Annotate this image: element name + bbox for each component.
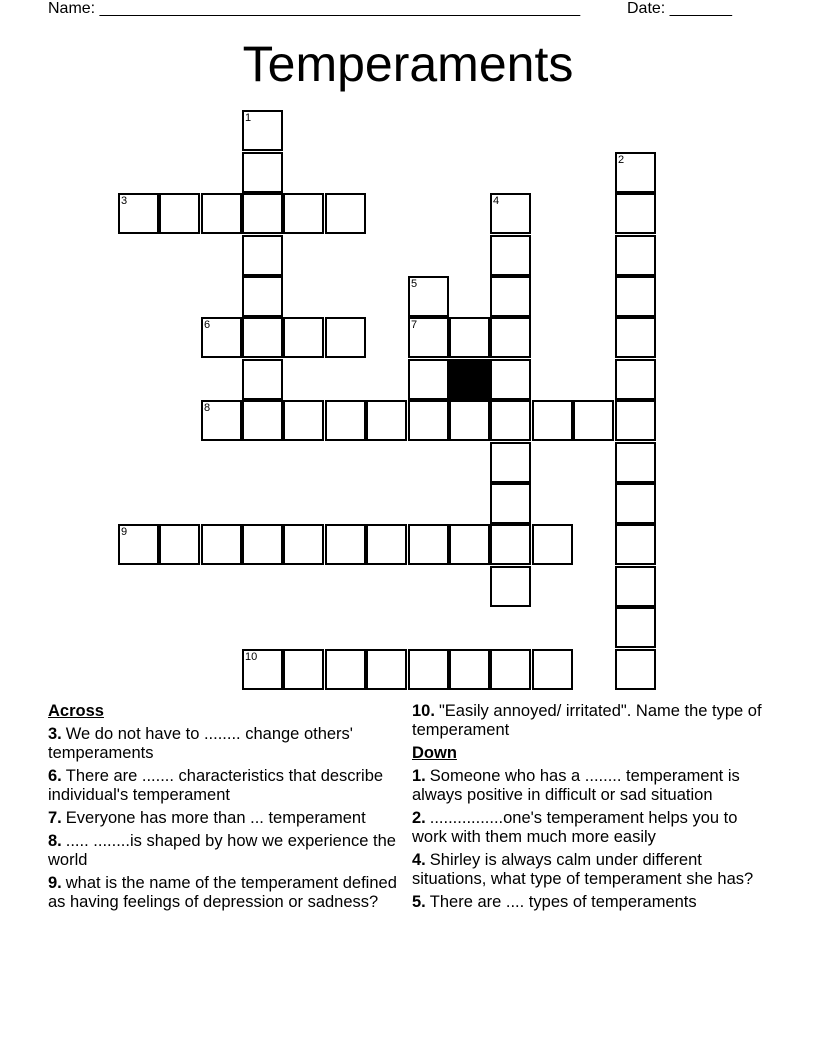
- grid-cell[interactable]: [490, 649, 531, 690]
- grid-cell[interactable]: [532, 524, 573, 565]
- clue-text: There are .... types of temperaments: [429, 893, 697, 911]
- grid-cell[interactable]: [325, 400, 366, 441]
- clue-text: "Easily annoyed/ irritated". Name the type of temperament: [412, 702, 762, 739]
- across-clue-3: [48, 725, 398, 763]
- clue-number-label: 1: [245, 112, 252, 124]
- grid-cell[interactable]: [283, 193, 324, 234]
- clue-number-label: 7: [411, 319, 418, 331]
- grid-cell[interactable]: [490, 400, 531, 441]
- grid-cell[interactable]: [615, 524, 656, 565]
- across-clue-9: [48, 874, 398, 912]
- grid-cell[interactable]: [490, 235, 531, 276]
- clue-number: 10.: [412, 702, 435, 720]
- grid-cell[interactable]: [242, 359, 283, 400]
- clue-number: 2.: [412, 809, 426, 827]
- clue-number-label: 2: [618, 154, 625, 166]
- grid-cell[interactable]: [325, 649, 366, 690]
- down-clue-2: [412, 809, 772, 847]
- clue-text: ................one's temperament helps you to work with them much more easily: [412, 809, 738, 846]
- clue-number-label: 4: [493, 195, 500, 207]
- grid-cell[interactable]: [490, 524, 531, 565]
- clue-number: 4.: [412, 851, 426, 869]
- grid-cell[interactable]: [325, 317, 366, 358]
- across-clue-10: [412, 702, 772, 740]
- grid-cell[interactable]: [408, 649, 449, 690]
- grid-cell-6[interactable]: [201, 317, 242, 358]
- grid-block-cell: [449, 359, 490, 400]
- clue-number: 1.: [412, 767, 426, 785]
- grid-cell-10[interactable]: [242, 649, 283, 690]
- clue-text: Shirley is always calm under different situations, what type of temperament she has?: [412, 851, 754, 888]
- grid-cell[interactable]: [242, 400, 283, 441]
- grid-cell[interactable]: [490, 566, 531, 607]
- clue-number: 9.: [48, 874, 62, 892]
- clue-number: 7.: [48, 809, 62, 827]
- grid-cell[interactable]: [242, 235, 283, 276]
- across-clue-7: [48, 809, 398, 828]
- grid-cell-9[interactable]: [118, 524, 159, 565]
- grid-cell-8[interactable]: [201, 400, 242, 441]
- grid-cell[interactable]: [408, 400, 449, 441]
- grid-cell[interactable]: [532, 649, 573, 690]
- across-heading: Across: [48, 702, 104, 720]
- clues-column-right: [412, 702, 772, 916]
- clue-number-label: 8: [204, 402, 211, 414]
- grid-cell[interactable]: [615, 566, 656, 607]
- grid-cell[interactable]: [283, 400, 324, 441]
- grid-cell[interactable]: [201, 193, 242, 234]
- grid-cell[interactable]: [615, 276, 656, 317]
- grid-cell[interactable]: [449, 317, 490, 358]
- grid-cell[interactable]: [449, 649, 490, 690]
- clue-text: Everyone has more than ... temperament: [65, 809, 366, 827]
- clue-text: what is the name of the temperament defined as having feelings of depression or sadness?: [48, 874, 397, 911]
- clue-text: Someone who has a ........ temperament is always positive in difficult or sad situation: [412, 767, 740, 804]
- date-field-label[interactable]: Date: _______: [627, 0, 732, 17]
- clue-text: ..... ........is shaped by how we experience the world: [48, 832, 396, 869]
- down-clue-5: [412, 893, 772, 912]
- grid-cell[interactable]: [242, 152, 283, 193]
- down-clue-1: [412, 767, 772, 805]
- clue-number-label: 9: [121, 526, 128, 538]
- clue-text: There are ....... characteristics that describe individual's temperament: [48, 767, 384, 804]
- grid-cell[interactable]: [490, 276, 531, 317]
- clue-number-label: 3: [121, 195, 128, 207]
- grid-cell[interactable]: [366, 524, 407, 565]
- grid-cell[interactable]: [283, 524, 324, 565]
- clues-column-left: [48, 702, 398, 916]
- grid-cell[interactable]: [325, 524, 366, 565]
- grid-cell[interactable]: [242, 193, 283, 234]
- grid-cell[interactable]: [490, 442, 531, 483]
- grid-cell[interactable]: [159, 524, 200, 565]
- grid-cell-5[interactable]: [408, 276, 449, 317]
- grid-cell[interactable]: [532, 400, 573, 441]
- grid-cell[interactable]: [490, 317, 531, 358]
- grid-cell[interactable]: [490, 359, 531, 400]
- grid-cell[interactable]: [573, 400, 614, 441]
- grid-cell[interactable]: [366, 649, 407, 690]
- across-clue-6: [48, 767, 398, 805]
- grid-cell[interactable]: [408, 359, 449, 400]
- puzzle-title: Temperaments: [242, 36, 574, 92]
- grid-cell-4[interactable]: [490, 193, 531, 234]
- grid-cell[interactable]: [615, 193, 656, 234]
- clue-number: 3.: [48, 725, 62, 743]
- grid-cell[interactable]: [159, 193, 200, 234]
- grid-cell[interactable]: [283, 649, 324, 690]
- grid-cell-3[interactable]: [118, 193, 159, 234]
- clue-number: 5.: [412, 893, 426, 911]
- grid-cell[interactable]: [449, 524, 490, 565]
- grid-cell[interactable]: [615, 649, 656, 690]
- down-heading: Down: [412, 744, 457, 762]
- grid-cell[interactable]: [201, 524, 242, 565]
- clue-number: 6.: [48, 767, 62, 785]
- clue-number: 8.: [48, 832, 62, 850]
- clue-number-label: 10: [245, 651, 258, 663]
- across-clue-8: [48, 832, 398, 870]
- grid-cell[interactable]: [366, 400, 407, 441]
- grid-cell-1[interactable]: [242, 110, 283, 151]
- clue-number-label: 5: [411, 278, 418, 290]
- grid-cell[interactable]: [615, 317, 656, 358]
- grid-cell[interactable]: [615, 400, 656, 441]
- grid-cell[interactable]: [408, 524, 449, 565]
- grid-cell-2[interactable]: [615, 152, 656, 193]
- down-clue-4: [412, 851, 772, 889]
- grid-cell[interactable]: [242, 524, 283, 565]
- grid-cell[interactable]: [325, 193, 366, 234]
- grid-cell[interactable]: [615, 235, 656, 276]
- clue-number-label: 6: [204, 319, 211, 331]
- grid-cell[interactable]: [615, 442, 656, 483]
- grid-cell[interactable]: [615, 607, 656, 648]
- grid-cell[interactable]: [242, 276, 283, 317]
- clue-text: We do not have to ........ change others' temperaments: [48, 725, 353, 762]
- grid-cell[interactable]: [615, 359, 656, 400]
- grid-cell-7[interactable]: [408, 317, 449, 358]
- grid-cell[interactable]: [490, 483, 531, 524]
- grid-cell[interactable]: [283, 317, 324, 358]
- grid-cell[interactable]: [615, 483, 656, 524]
- grid-cell[interactable]: [242, 317, 283, 358]
- name-field-label[interactable]: Name: ______________________________________________________: [48, 0, 581, 17]
- grid-cell[interactable]: [449, 400, 490, 441]
